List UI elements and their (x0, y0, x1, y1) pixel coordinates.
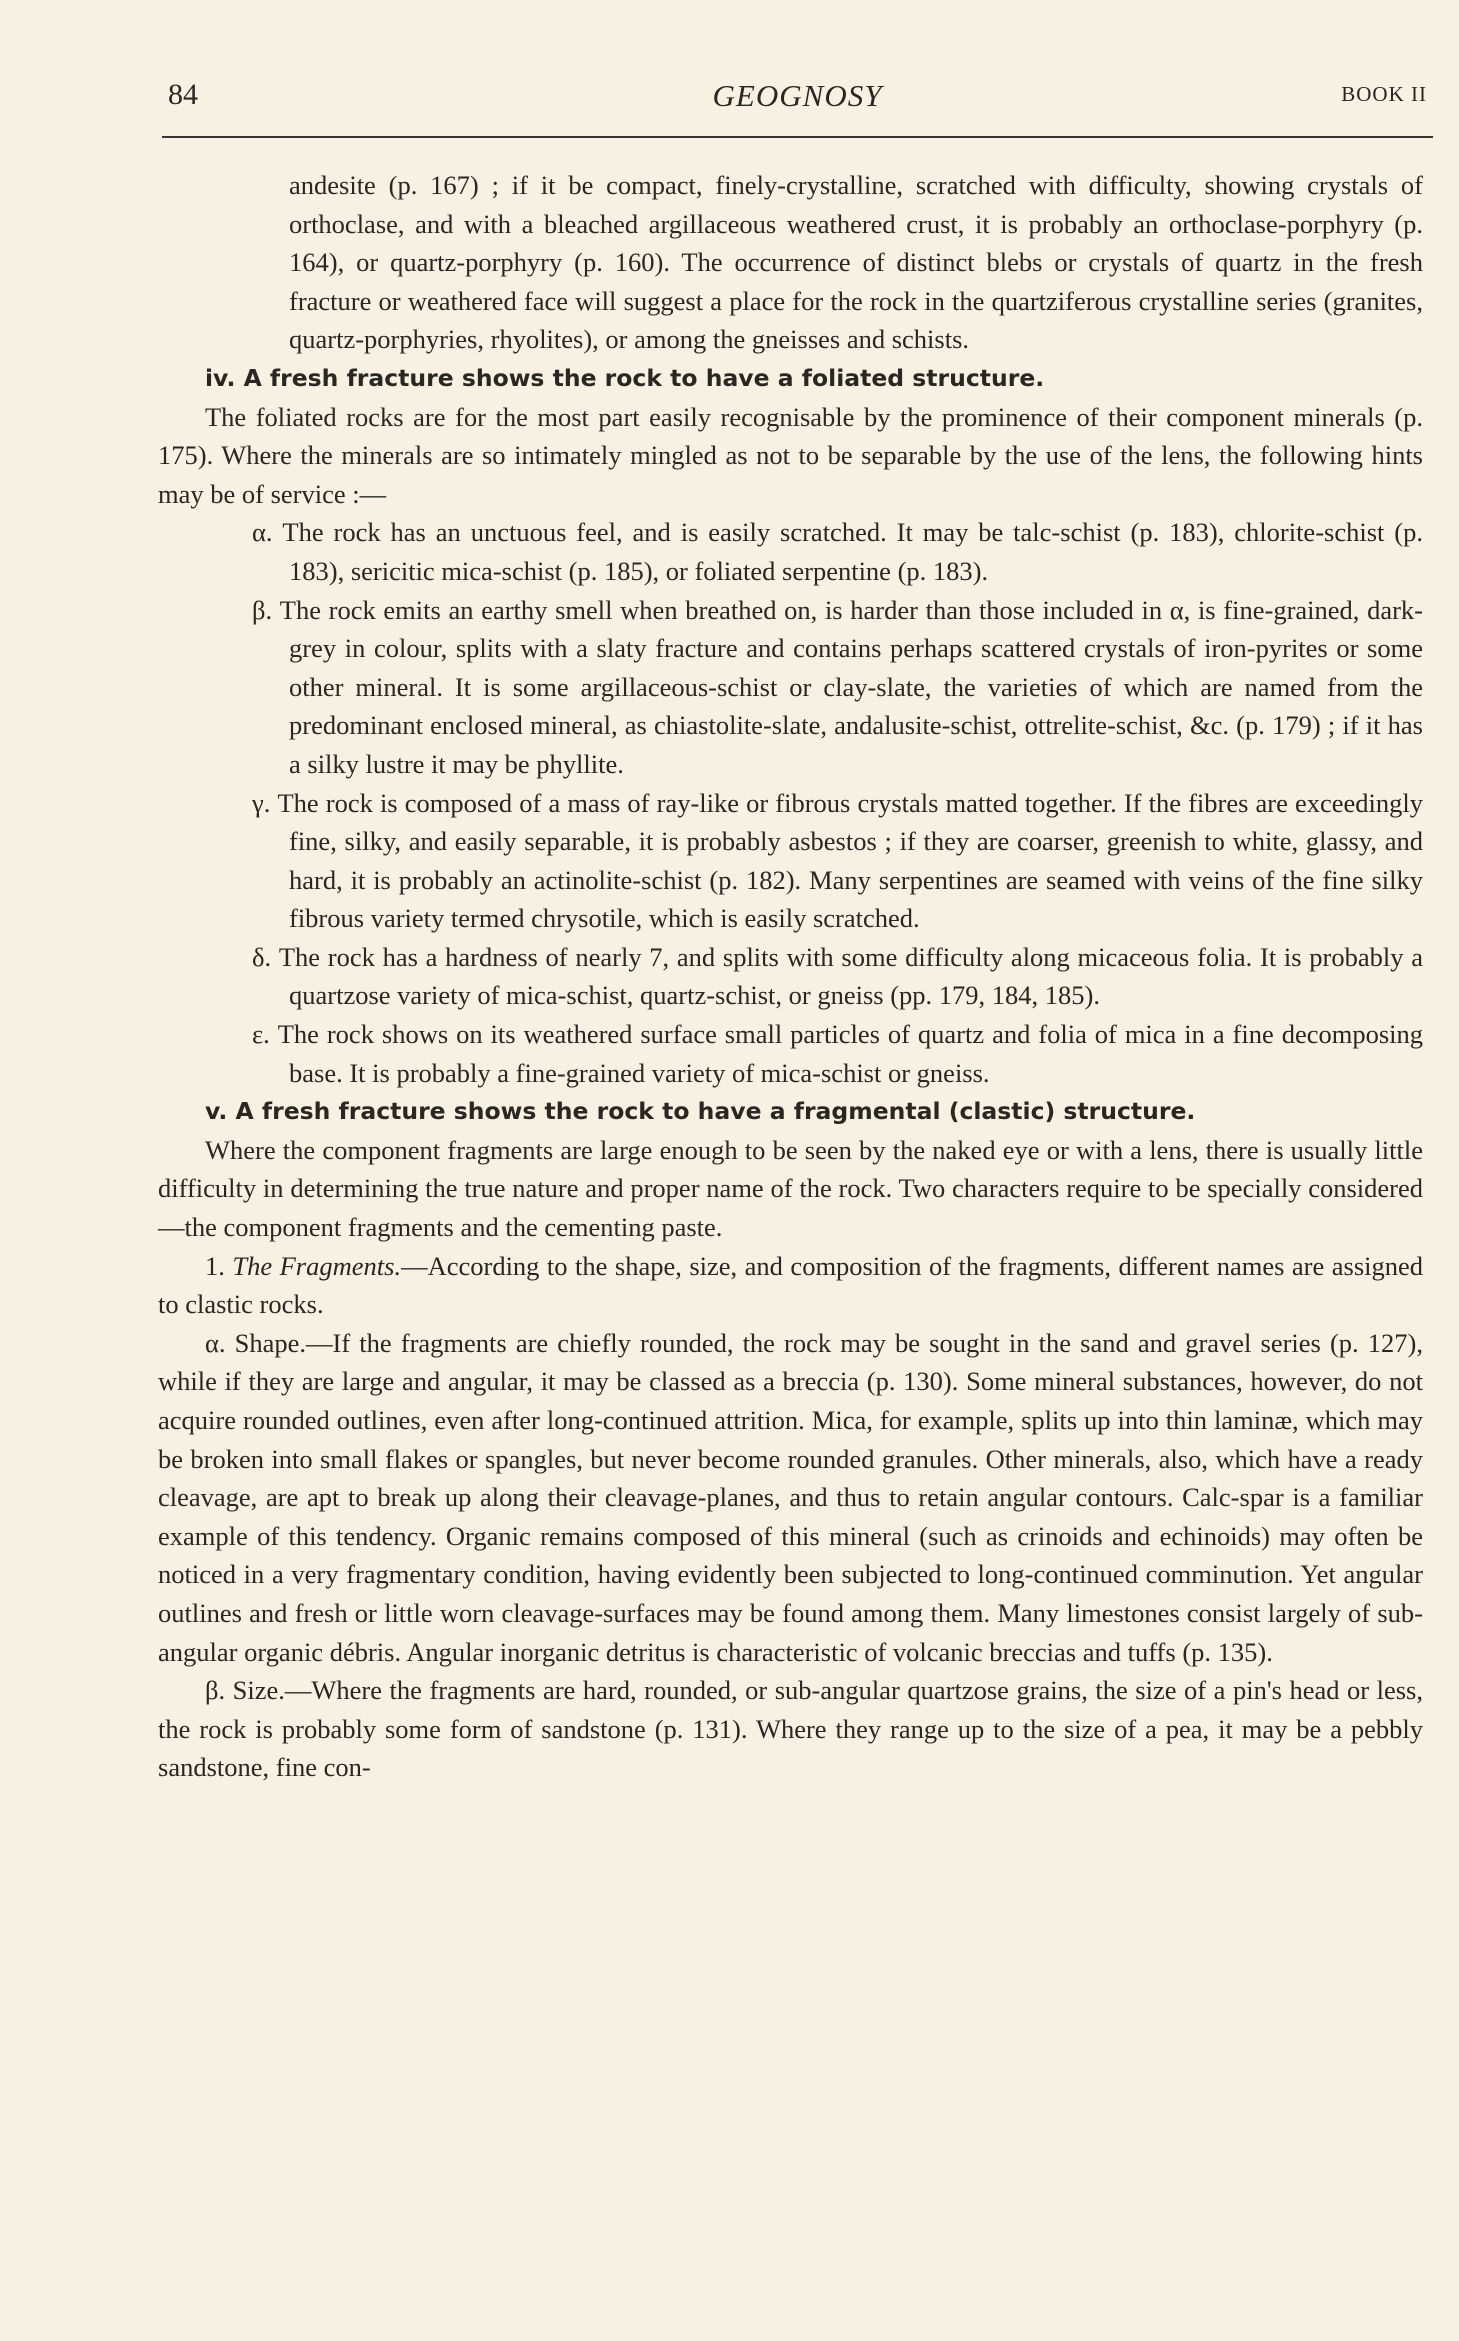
list-item-epsilon: ε. The rock shows on its weathered surface small particles of quartz and folia of mica in a fine decomposing base. It is probably a fine-grained variety of mica-schist or gneiss. (252, 1019, 1423, 1088)
shape-text: —If the fragments are chiefly rounded, the rock may be sought in the sand and gravel series (p. 127), while if they are large and angular, it may be classed as a breccia (p. 130). Some mineral substances, however, do not acquire rounded outlines, even after long-continued attrition. Mica, for example, splits up into thin laminæ, which may be broken into small flakes or spangles, but never become rounded granules. Other minerals, also, which have a ready cleavage, are apt to break up along their cleavage-planes, and thus to retain angular contours. Calc-spar is a familiar example of this tendency. Organic remains composed of this mineral (such as crinoids and echinoids) may often be noticed in a very fragmentary condition, having evidently been subjected to long-continued comminution. Yet angular outlines and fresh or little worn cleavage-surfaces may be found among them. Many limestones consist largely of sub-angular organic débris. Angular inorganic detritus is characteristic of volcanic breccias and tuffs (p. 135). (158, 1327, 1423, 1667)
fragments-text: —According to the shape, size, and composition of the fragments, different names are assigned to clastic rocks. (158, 1250, 1424, 1320)
shape-label: α. Shape. (205, 1327, 307, 1358)
paragraph-fragments (158, 1247, 1423, 1324)
body-text (158, 166, 1423, 1787)
running-header (168, 78, 1427, 118)
running-title: GEOGNOSY (712, 78, 883, 113)
list-item-alpha: α. The rock has an unctuous feel, and is easily scratched. It may be talc-schist (p. 183), chlorite-schist (p. 183), sericitic mica-schist (p. 185), or foliated serpentine (p. 183). (252, 517, 1423, 586)
paragraph-foliated: The foliated rocks are for the most part easily recognisable by the prominence of their component minerals (p. 175). Where the minerals are so intimately mingled as not to be separable by the use of the lens, the following hints may be of service :— (158, 401, 1423, 509)
paragraph-size (158, 1671, 1423, 1787)
size-text: —Where the fragments are hard, rounded, or sub-angular quartzose grains, the size of a pin's head or less, the rock is probably some form of sandstone (p. 131). Where they range up to the size of a pea, it may be a pebbly sandstone, fine con- (158, 1675, 1423, 1783)
list-item-beta: β. The rock emits an earthy smell when breathed on, is harder than those included in α, is fine-grained, dark-grey in colour, splits with a slaty fracture and contains perhaps scattered crystals of iron-pyrites or some other mineral. It is some argillaceous-schist or clay-slate, the varieties of which are named from the predominant enclosed mineral, as chiastolite-slate, andalusite-schist, ottrelite-schist, &c. (p. 179) ; if it has a silky lustre it may be phyllite. (252, 594, 1423, 779)
book-label: BOOK II (1341, 82, 1427, 106)
section-heading-iv: iv. A fresh fracture shows the rock to have a foliated structure. (205, 363, 1045, 392)
fragments-title: The Fragments. (232, 1250, 402, 1281)
list-item-delta: δ. The rock has a hardness of nearly 7, and splits with some difficulty along micaceous folia. It is probably a quartzose variety of mica-schist, quartz-schist, or gneiss (pp. 179, 184, 185). (252, 941, 1423, 1011)
size-label: β. Size. (205, 1675, 285, 1706)
list-item-gamma: γ. The rock is composed of a mass of ray-like or fibrous crystals matted together. If the fibres are exceedingly fine, silky, and easily separable, it is probably asbestos ; if they are coarser, greenish to white, glassy, and hard, it is probably an actinolite-schist (p. 182). Many serpentines are seamed with veins of the fine silky fibrous variety termed chrysotile, which is easily scratched. (252, 787, 1423, 934)
paragraph-continued: andesite (p. 167) ; if it be compact, finely-crystalline, scratched with difficulty, showing crystals of orthoclase, and with a bleached argillaceous weathered crust, it is probably an orthoclase-porphyry (p. 164), or quartz-porphyry (p. 160). The occurrence of distinct blebs or crystals of quartz in the fresh fracture or weathered face will suggest a place for the rock in the quartziferous crystalline series (granites, quartz-porphyries, rhyolites), or among the gneisses and schists. (289, 170, 1423, 355)
paragraph-shape (158, 1324, 1423, 1671)
paragraph-fragmental: Where the component fragments are large enough to be seen by the naked eye or with a lens, there is usually little difficulty in determining the true nature and proper name of the rock. Two characters require to be specially considered—the component fragments and the cementing paste. (158, 1134, 1423, 1243)
page-number: 84 (168, 78, 198, 111)
section-heading-v: v. A fresh fracture shows the rock to have a fragmental (clastic) structure. (205, 1097, 1196, 1126)
fragments-number: 1. (205, 1250, 233, 1281)
header-rule (162, 136, 1433, 138)
